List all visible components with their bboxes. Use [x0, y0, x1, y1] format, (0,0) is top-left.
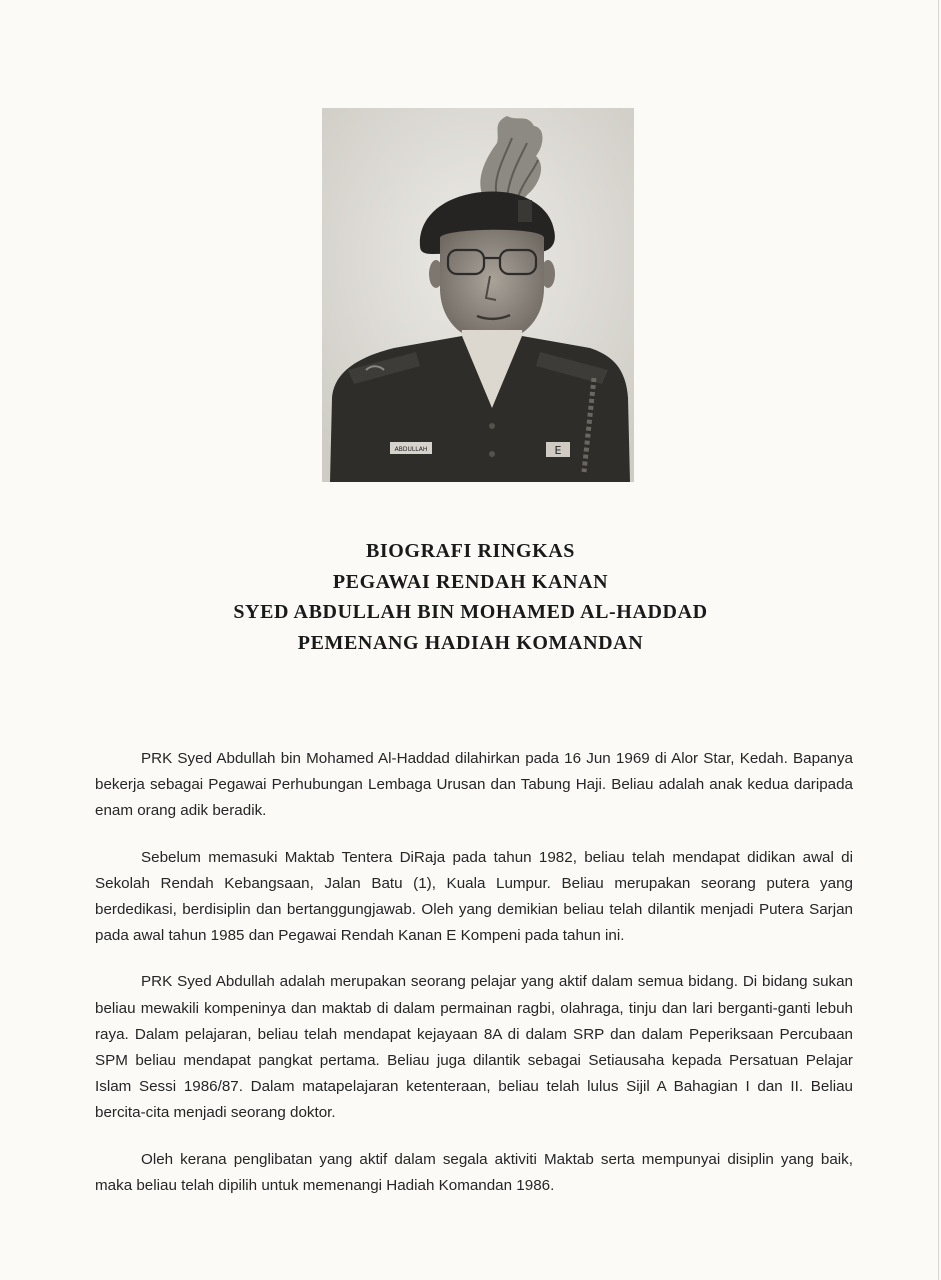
paragraph-education: Sebelum memasuki Maktab Tentera DiRaja pada tahun 1982, beliau telah mendapat didikan awal di Sekolah Rendah Kebangsaan, Jalan Batu (1), Kuala Lumpur. Beliau merupakan seorang putera yang berdedikasi, berdisiplin dan bertanggungjawab. Oleh yang demikian beliau telah dilantik menjadi Putera Sarjan pada awal tahun 1985 dan Pegawai Rendah Kanan E Kompeni pada tahun ini.	[95, 848, 853, 945]
heading-line-2: PEGAWAI RENDAH KANAN	[332, 570, 609, 593]
company-badge-text: E	[554, 444, 562, 457]
paragraph-award: Oleh kerana penglibatan yang aktif dalam segala aktiviti Maktab serta mempunyai disiplin yang baik, maka beliau telah dipilih untuk memenangi Hadiah Komandan 1986.	[95, 1150, 853, 1194]
heading-line-1: BIOGRAFI RINGKAS	[365, 540, 576, 562]
portrait-photo	[322, 108, 634, 482]
name-tag-text: ABDULLAH	[394, 446, 428, 453]
paragraph-birth: PRK Syed Abdullah bin Mohamed Al-Haddad dilahirkan pada 16 Jun 1969 di Alor Star, Kedah. Bapanya bekerja sebagai Pegawai Perhubungan Lembaga Urusan dan Tabung Haji. Beliau adalah anak kedua daripada enam orang adik beradik.	[95, 750, 853, 820]
paragraph-activities: PRK Syed Abdullah adalah merupakan seorang pelajar yang aktif dalam semua bidang. Di bidang sukan beliau mewakili kompeninya dan maktab di dalam permainan ragbi, olahraga, tinju dan lari berganti-ganti lebuh raya. Dalam pelajaran, beliau telah mendapat kejayaan 8A di dalam SRP dan dalam Peperiksaan Percubaan SPM beliau mendapat pangkat pertama. Beliau juga dilantik sebagai Setiausaha kepada Persatuan Pelajar Islam Sessi 1986/87. Dalam matapelajaran ketenteraan, beliau telah lulus Sijil A Bahagian I dan II. Beliau bercita-cita menjadi seorang doktor.	[95, 973, 853, 1122]
heading-line-3: SYED ABDULLAH BIN MOHAMED AL-HADDAD	[233, 601, 708, 623]
biography-body	[95, 746, 853, 1219]
face	[440, 230, 544, 342]
heading-line-4: PEMENANG HADIAH KOMANDAN	[297, 631, 644, 654]
biography-heading	[0, 536, 941, 658]
